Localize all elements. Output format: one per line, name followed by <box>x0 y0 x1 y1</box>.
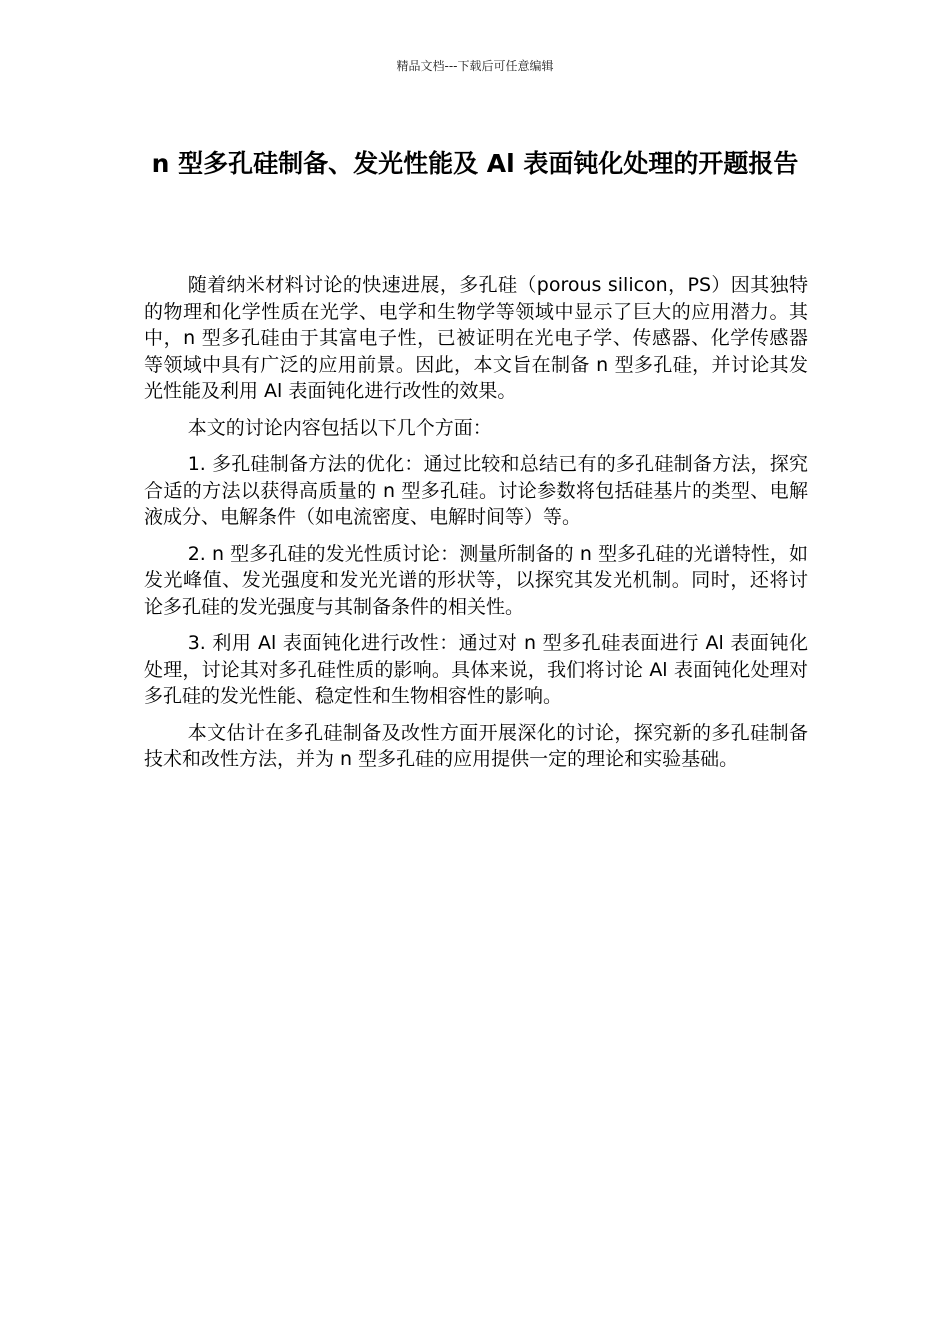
document-body <box>144 272 808 783</box>
header-note: 精品文档---下载后可任意编辑 <box>396 59 554 73</box>
document-title: n 型多孔硅制备、发光性能及 Al 表面钝化处理的开题报告 <box>151 149 799 178</box>
item-3-paragraph: 3. 利用 Al 表面钝化进行改性：通过对 n 型多孔硅表面进行 Al 表面钝化处理，讨论其对多孔硅性质的影响。具体来说，我们将讨论 Al 表面钝化处理对多孔硅的发光性能、稳定性和生物相容性的影响。 <box>144 632 808 707</box>
intro-paragraph: 随着纳米材料讨论的快速进展，多孔硅（porous silicon，PS）因其独特的物理和化学性质在光学、电学和生物学等领域中显示了巨大的应用潜力。其中，n 型多孔硅由于其富电子性，已被证明在光电子学、传感器、化学传感器等领域中具有广泛的应用前景。因此，本文旨在制备 n 型多孔硅，并讨论其发光性能及利用 Al 表面钝化进行改性的效果。 <box>144 274 808 402</box>
item-1-paragraph: 1. 多孔硅制备方法的优化：通过比较和总结已有的多孔硅制备方法，探究合适的方法以获得高质量的 n 型多孔硅。讨论参数将包括硅基片的类型、电解液成分、电解条件（如电流密度、电解时间等）等。 <box>144 453 808 528</box>
conclusion-paragraph: 本文估计在多孔硅制备及改性方面开展深化的讨论，探究新的多孔硅制备技术和改性方法，并为 n 型多孔硅的应用提供一定的理论和实验基础。 <box>144 721 808 770</box>
scope-paragraph: 本文的讨论内容包括以下几个方面： <box>187 416 492 439</box>
item-2-paragraph: 2. n 型多孔硅的发光性质讨论：测量所制备的 n 型多孔硅的光谱特性，如发光峰值、发光强度和发光光谱的形状等，以探究其发光机制。同时，还将讨论多孔硅的发光强度与其制备条件的相关性。 <box>144 542 808 618</box>
